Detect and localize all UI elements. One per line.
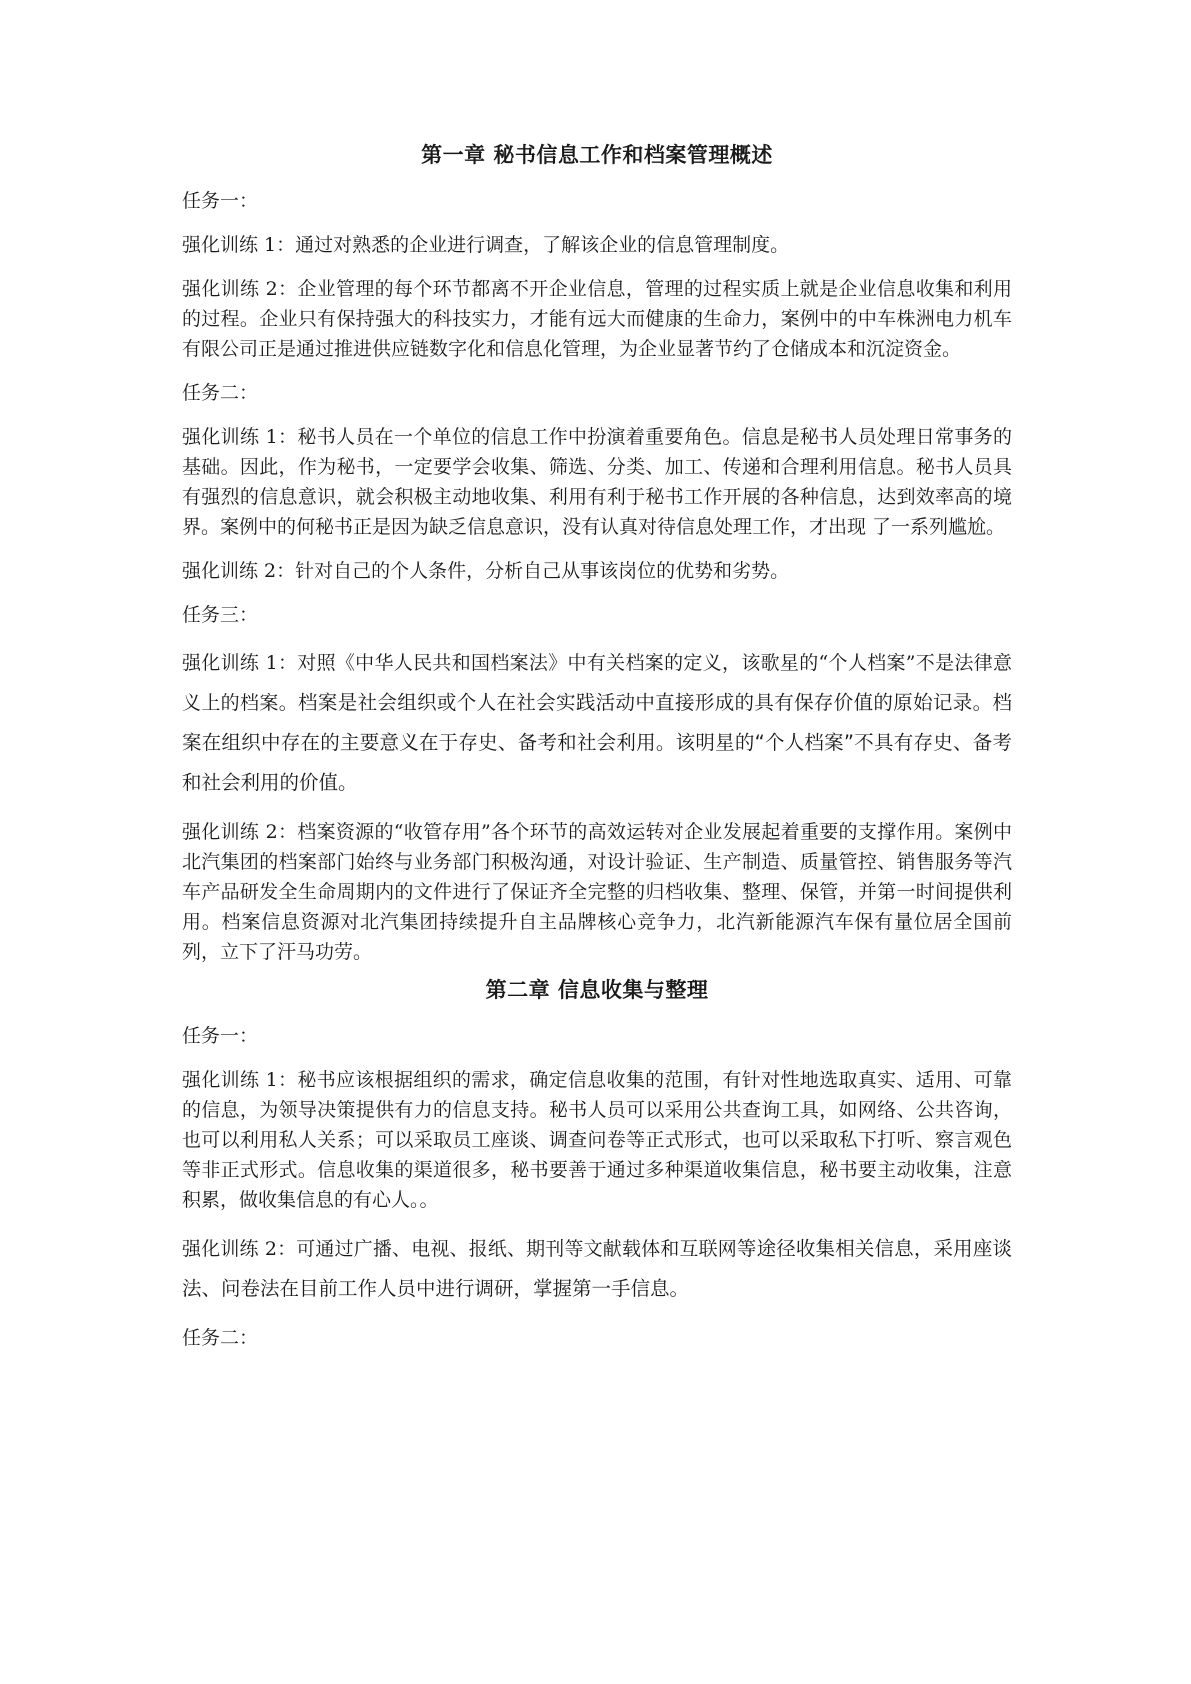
task-label: 任务三：: [182, 604, 259, 626]
paragraph-emphasis: 档案是社会组织或个人在社会实践活动中直接形成的具有保存价值的原始记录。档案在组织中存在的主要意义在于存史、备考和社会利用。该明星的“个人档案”不具有存史、备考和社会利用的价值。: [182, 691, 1012, 794]
training-paragraph: 强化训练 2：企业管理的每个环节都离不开企业信息，管理的过程实质上就是企业信息收集和利用的过程。企业只有保持强大的科技实力，才能有远大而健康的生命力，案例中的中车株洲电力机车有限公司正是通过推进供应链数字化和信息化管理，为企业显著节约了仓储成本和沉淀资金。: [182, 278, 1012, 360]
task-label: 任务一：: [182, 190, 259, 212]
task-label: 任务二：: [182, 382, 259, 404]
training-paragraph: [182, 644, 1012, 803]
task-label: 任务二：: [182, 1327, 259, 1349]
document-page: [182, 140, 1012, 1367]
training-paragraph: 强化训练 1：通过对熟悉的企业进行调查，了解该企业的信息管理制度。: [182, 234, 790, 256]
training-paragraph: 强化训练 1：秘书人员在一个单位的信息工作中扮演着重要角色。信息是秘书人员处理日常事务的基础。因此，作为秘书，一定要学会收集、筛选、分类、加工、传递和合理利用信息。秘书人员具有强烈的信息意识，就会积极主动地收集、利用有利于秘书工作开展的各种信息，达到效率高的境界。案例中的何秘书正是因为缺乏信息意识，没有认真对待信息处理工作，才出现 了一系列尴尬。: [182, 426, 1012, 538]
paragraph-emphasis: 等途径收集相关信息，采用座谈法、问卷法在目前工作人员中进行调研，掌握第一手信息。: [182, 1237, 1012, 1300]
chapter-2-title: 第二章 信息收集与整理: [485, 978, 709, 1002]
paragraph-text: 强化训练 1：对照《中华人民共和国档案法》中有关档案的定义，该歌星的“个人档案”不是法律意义上的档案。: [182, 652, 1012, 714]
chapter-1-title: 第一章 秘书信息工作和档案管理概述: [421, 143, 773, 167]
training-paragraph: 强化训练 1：秘书应该根据组织的需求，确定信息收集的范围，有针对性地选取真实、适用、可靠的信息，为领导决策提供有力的信息支持。秘书人员可以采用公共查询工具，如网络、公共咨询，也可以利用私人关系；可以采取员工座谈、调查问卷等正式形式，也可以采取私下打听、察言观色等非正式形式。信息收集的渠道很多，秘书要善于通过多种渠道收集信息，秘书要主动收集，注意积累，做收集信息的有心人。。: [182, 1069, 1012, 1211]
task-label: 任务一：: [182, 1025, 259, 1047]
training-paragraph: 强化训练 2：档案资源的“收管存用”各个环节的高效运转对企业发展起着重要的支撑作用。案例中北汽集团的档案部门始终与业务部门积极沟通，对设计验证、生产制造、质量管控、销售服务等汽车产品研发全生命周期内的文件进行了保证齐全完整的归档收集、整理、保管，并第一时间提供利用。档案信息资源对北汽集团持续提升自主品牌核心竞争力，北汽新能源汽车保有量位居全国前列，立下了汗马功劳。: [182, 821, 1012, 963]
training-paragraph: 强化训练 2：针对自己的个人条件，分析自己从事该岗位的优势和劣势。: [182, 560, 790, 582]
training-paragraph: [182, 1229, 1012, 1309]
paragraph-text: 强化训练 2：可通过广播、电视、报纸、期刊等文献载体和互联网: [182, 1238, 737, 1260]
